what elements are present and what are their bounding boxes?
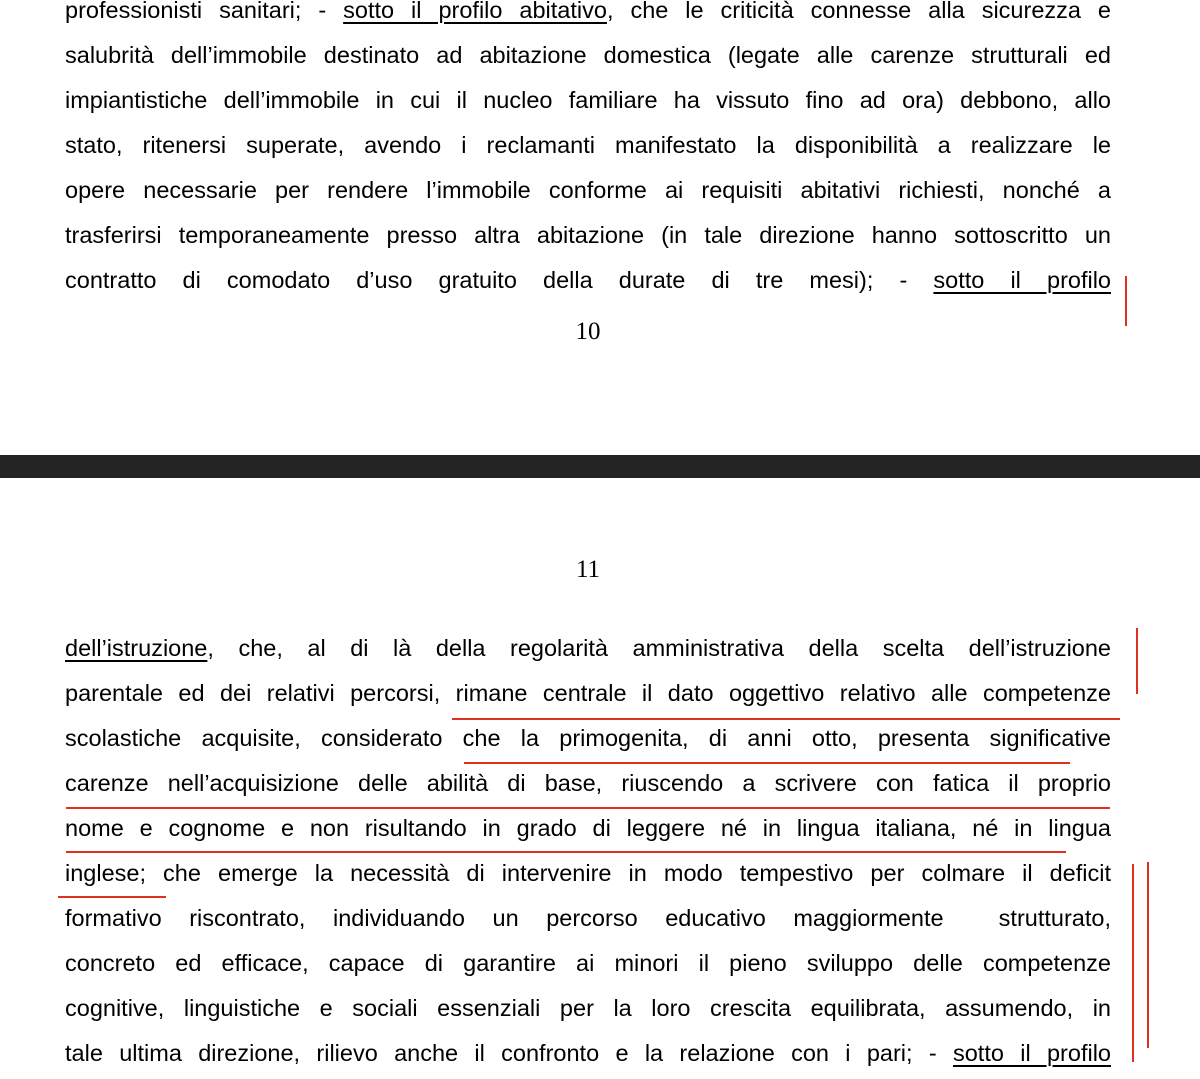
text-line xyxy=(65,986,1111,1030)
margin-annotation-bar xyxy=(1125,276,1127,326)
text-segment: tale ultima direzione, rilievo anche il confronto e la relazione con i pari; - xyxy=(65,1040,953,1066)
page-number: 10 xyxy=(575,318,601,345)
margin-annotation-bar xyxy=(1147,862,1149,1048)
underlined-text: sotto il profilo xyxy=(952,1040,1111,1066)
text-segment: salubrità dell’immobile destinato ad abitazione domestica (legate alle carenze strutturali ed xyxy=(65,42,1111,68)
text-line xyxy=(65,671,1111,715)
text-segment: contratto di comodato d’uso gratuito della durate di tre mesi); - xyxy=(65,267,934,293)
text-segment: , che, al di là della regolarità amministrativa della scelta dell’istruzione xyxy=(207,635,1111,661)
text-segment: scolastiche acquisite, considerato che la primogenita, di anni otto, presenta significative xyxy=(65,725,1111,751)
text-segment: inglese; che emerge la necessità di intervenire in modo tempestivo per colmare il deficit xyxy=(65,860,1111,886)
text-segment: opere necessarie per rendere l’immobile conforme ai requisiti abitativi richiesti, nonché a xyxy=(65,177,1111,203)
text-line xyxy=(65,33,1111,77)
text-line xyxy=(65,168,1111,212)
text-line xyxy=(65,851,1111,895)
text-segment: impiantistiche dell’immobile in cui il nucleo familiare ha vissuto fino ad ora) debbono, allo xyxy=(65,87,1111,113)
text-segment: trasferirsi temporaneamente presso altra abitazione (in tale direzione hanno sottoscritto un xyxy=(65,222,1111,248)
underlined-text: dell’istruzione xyxy=(65,635,208,661)
text-segment: , che le criticità connesse alla sicurezza e xyxy=(606,0,1111,23)
text-line xyxy=(65,123,1111,167)
text-segment: parentale ed dei relativi percorsi, rimane centrale il dato oggettivo relativo alle competenze xyxy=(65,680,1111,706)
text-segment: nome e cognome e non risultando in grado di leggere né in lingua italiana, né in lingua xyxy=(65,815,1111,841)
margin-annotation-bar xyxy=(1136,628,1138,694)
text-line xyxy=(65,716,1111,760)
text-line xyxy=(65,258,1111,302)
page-separator xyxy=(0,455,1200,478)
text-segment: concreto ed efficace, capace di garantire ai minori il pieno sviluppo delle competenze xyxy=(65,950,1111,976)
document-page-11 xyxy=(0,478,1200,1079)
text-line xyxy=(65,896,1111,940)
red-underline-annotation xyxy=(464,762,1070,764)
text-line xyxy=(65,213,1111,257)
underlined-text: sotto il profilo xyxy=(933,267,1112,293)
text-line xyxy=(65,761,1111,805)
red-underline-annotation xyxy=(66,851,1066,853)
text-segment: carenze nell’acquisizione delle abilità di base, riuscendo a scrivere con fatica il proprio xyxy=(65,770,1111,796)
text-segment: professionisti sanitari; - xyxy=(65,0,344,23)
red-underline-annotation xyxy=(452,718,1120,720)
text-segment: stato, ritenersi superate, avendo i reclamanti manifestato la disponibilità a realizzare le xyxy=(65,132,1111,158)
text-line xyxy=(65,1031,1111,1075)
text-line xyxy=(65,806,1111,850)
margin-annotation-bar xyxy=(1132,864,1134,1062)
text-line xyxy=(65,78,1111,122)
text-segment: formativo riscontrato, individuando un percorso educativo maggiormente strutturato, xyxy=(65,905,1111,931)
underlined-text: sotto il profilo abitativo xyxy=(343,0,607,23)
text-line xyxy=(65,626,1111,670)
red-underline-annotation xyxy=(58,896,166,898)
text-segment: cognitive, linguistiche e sociali essenziali per la loro crescita equilibrata, assumendo, in xyxy=(65,995,1111,1021)
text-line xyxy=(65,0,1111,32)
page-number: 11 xyxy=(575,556,601,583)
red-underline-annotation xyxy=(66,807,1110,809)
text-line xyxy=(65,941,1111,985)
document-page-10 xyxy=(0,0,1200,455)
